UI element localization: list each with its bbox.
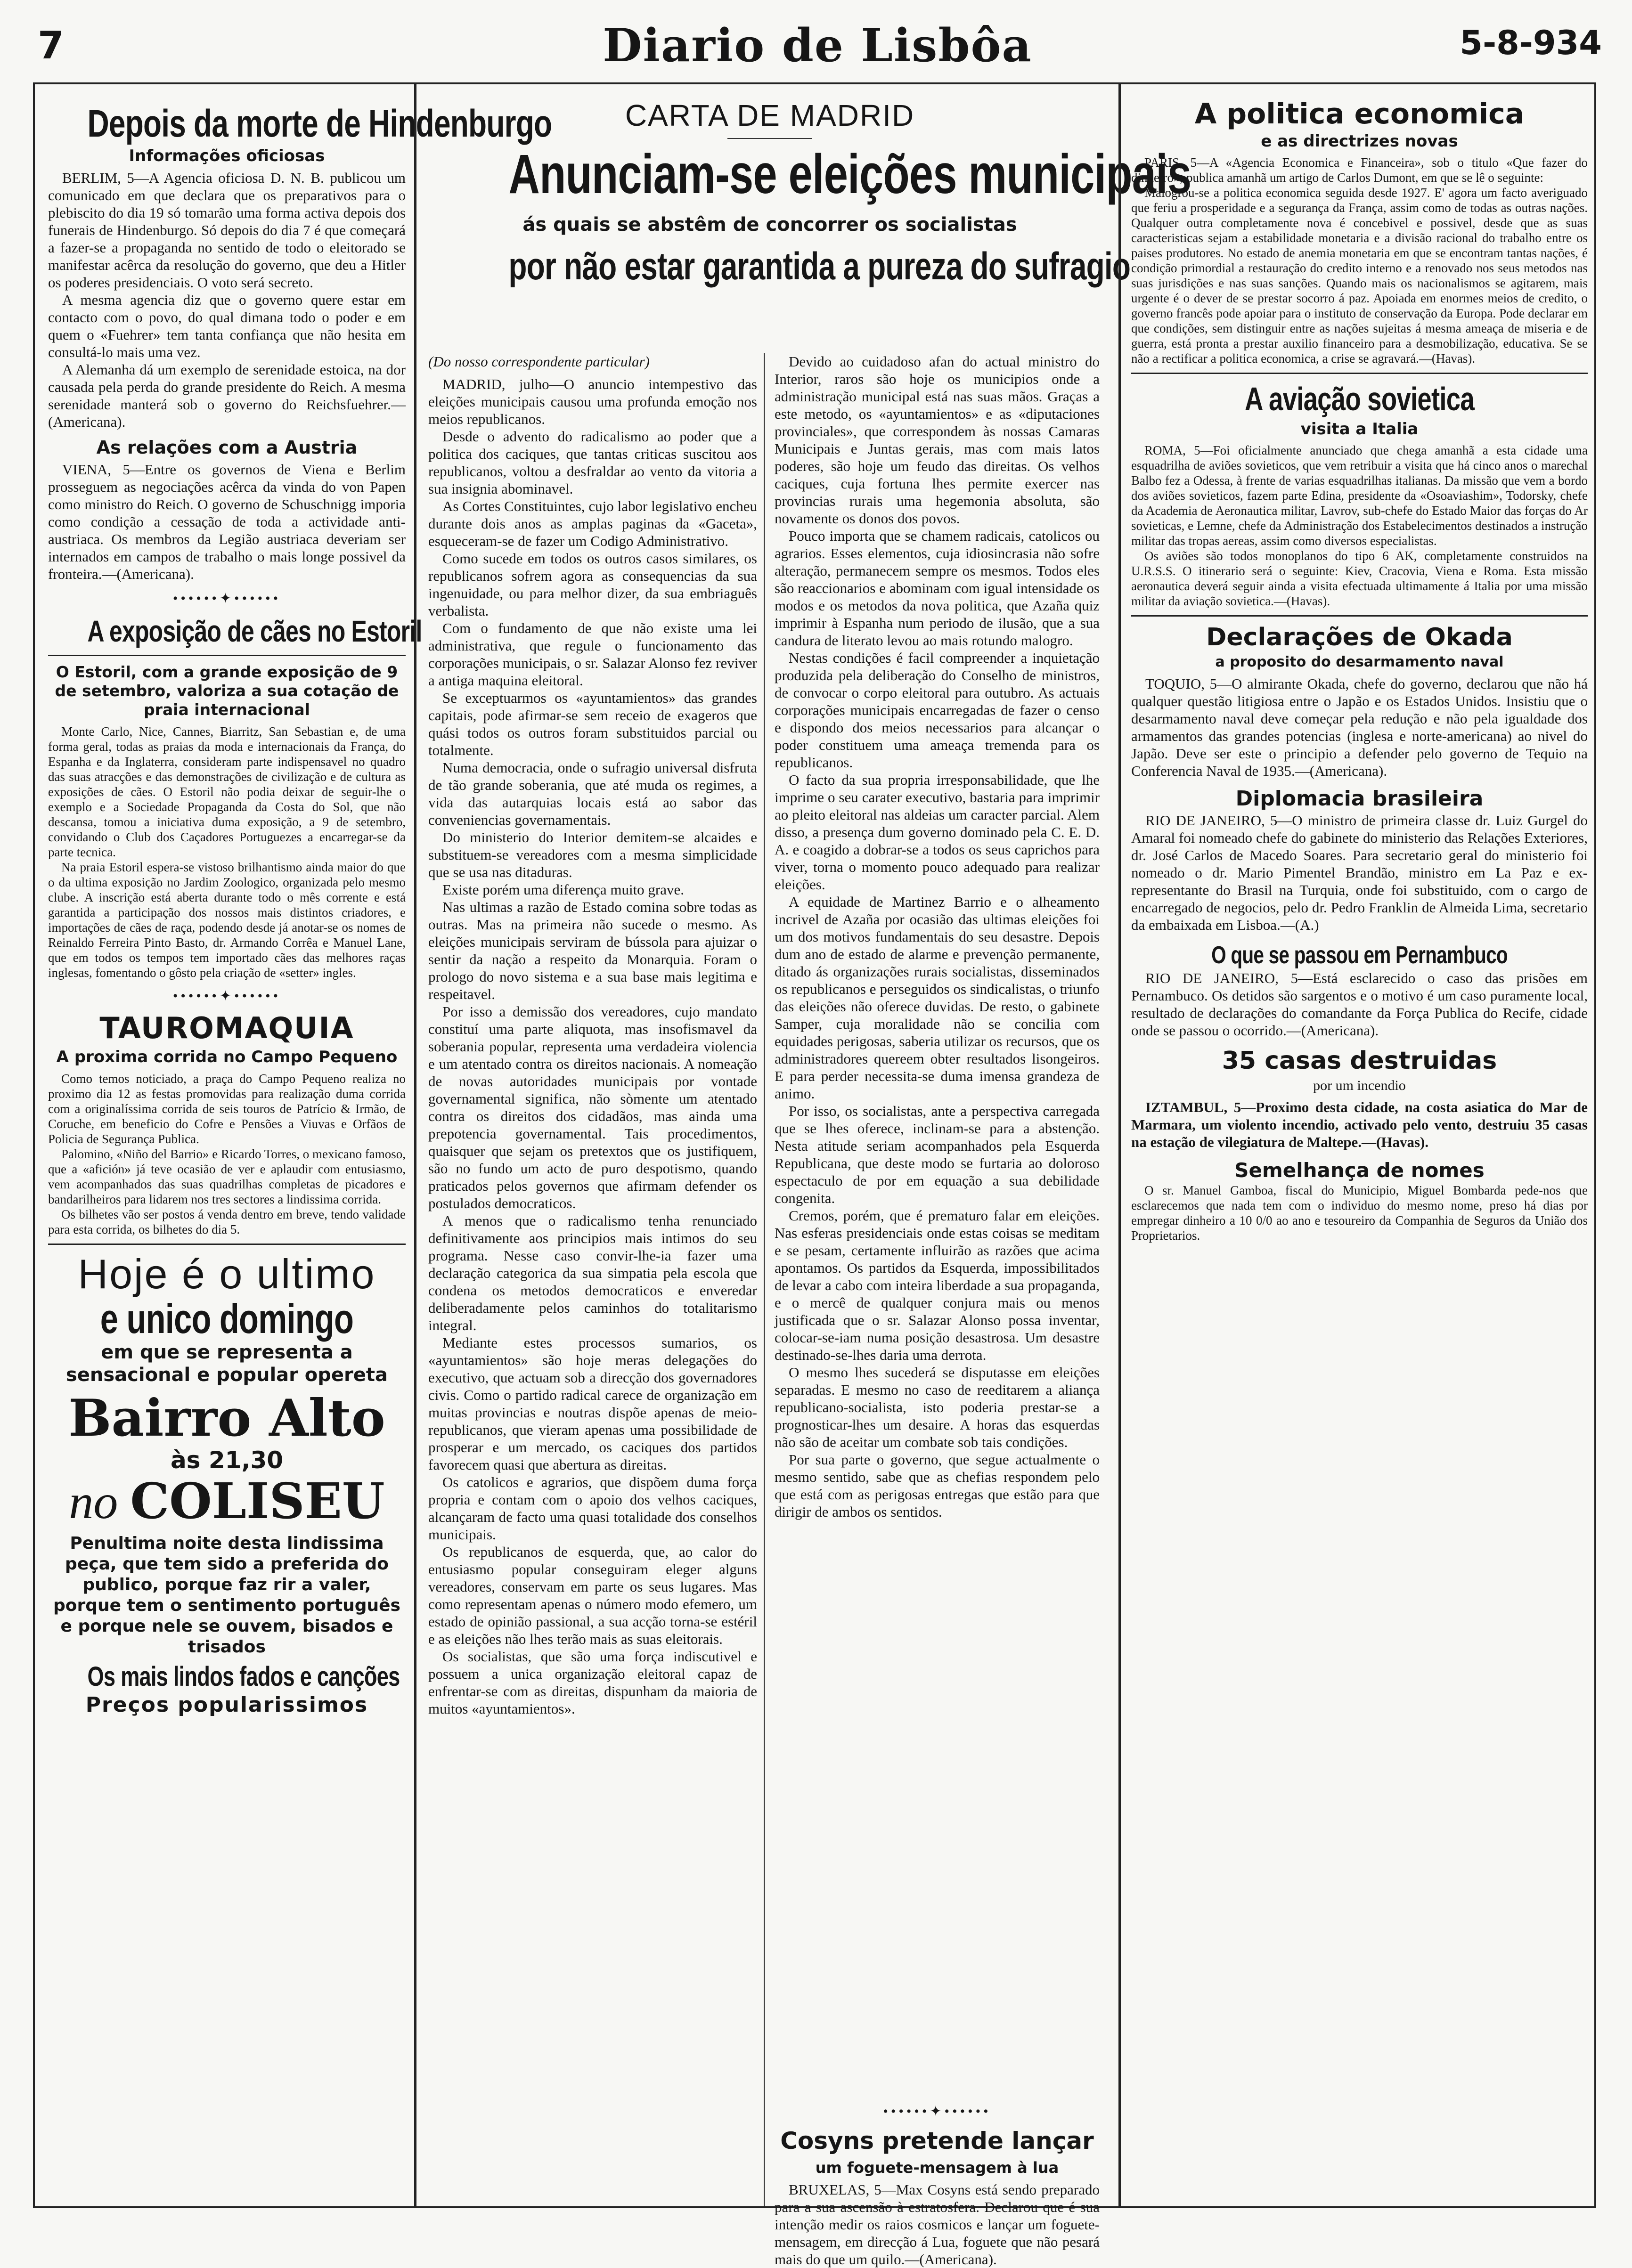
article-paragraph: Cremos, porém, que é prematuro falar em eleições. Nas esferas presidenciais onde estas coisas se meditam e se pesam, certamente influirão as razões que acima apontamos. Os partidos da Esquerda, impossibilitados de levar a cabo com inteira liberdade a sua propaganda, e o mercê de qualquer conjura mais ou menos justificada que o sr. Salazar Alonso possa inventar, colocar-se-iam numa posição desastrosa. Um desastre destinado-se-lhes daria uma derrota. — [775, 1207, 1100, 1363]
article-paragraph: A equidade de Martinez Barrio e o alheamento incrivel de Azaña por ocasião das ultimas eleições foi um dos motivos fundamentais do seu desastre. Depois dum ano de estado de alarme e prevenção permanente, ditado ás organizações rurais socialistas, disseminados os republicanos e perseguidos os sindicalistas, o triunfo das eleições não oferece duvidas. De resto, o gabinete Samper, cuja moralidade não se concilia com equidades perigosas, saberia utilizar os recursos, que os administradores quereem obter resultados lisongeiros. E para perder necessita-se duma imensa grandeza de animo. — [775, 894, 1100, 1102]
ad-line: em que se representa a sensacional e popular opereta — [65, 1341, 388, 1386]
issue-date: 5-8-934 — [1460, 24, 1602, 62]
names-headline: Semelhança de nomes — [1234, 1159, 1485, 1182]
masthead: Diario de Lisbôa — [603, 19, 1032, 72]
hindenburg-subhead: Informações oficiosas — [129, 146, 325, 165]
ad-time: às 21,30 — [170, 1447, 284, 1474]
divider — [1131, 373, 1588, 374]
ad-line: Preços popularissimos — [85, 1693, 368, 1717]
article-paragraph: Os socialistas, que são uma força indiscutivel e possuem a unica organização eleitoral capaz de enfrentar-se com as direitas, dispunham da maioria de muitos «ayuntamientos». — [428, 1648, 757, 1717]
divider — [48, 1244, 406, 1245]
article-paragraph: Devido ao cuidadoso afan do actual ministro do Interior, raros são hoje os municipios onde a administração municipal está nas suas mãos. Graças a este metodo, os «ayuntamientos» e as «diputaciones provinciales», que correspondem às nossas Camaras Municipais e Juntas gerais, mas com mais latos poderes, são hoje um feudo das direitas. Os velhos caciques, cuja fortuna lhes permite exercer nas provincias rurais uma hegemonia absoluta, são novamente os donos dos povos. — [775, 353, 1100, 527]
dog-show-subhead: O Estoril, com a grande exposição de 9 de setembro, valoriza a sua cotação de praia internacional — [55, 663, 399, 719]
aviation-headline: A aviação sovietica — [1245, 381, 1474, 417]
ad-venue-prefix: no — [69, 1475, 118, 1529]
article-paragraph: Por isso a demissão dos vereadores, cujo mandato constituí uma parte aliquota, mas insofismavel da soberania popular, representa uma verdadeira violencia e um atentado contra os direitos nacionais. A nomeação de novas autoridades municipais por vontade governamental significa, não sòmente um atentado contra os direitos dos cidadãos, mas ainda uma prepotencia governamental. Tais procedimentos, quaisquer que sejam os pretextos que os justifiquem, são no fundo um acto de puro despotismo, quando praticados pelos governos que afirmam defender os postulados democraticos. — [428, 1003, 757, 1211]
aviation-subhead: visita a Italia — [1300, 420, 1419, 439]
byline: (Do nosso correspondente particular) — [428, 353, 650, 370]
article-paragraph: Desde o advento do radicalismo ao poder que a politica dos caciques, que tantas criticas suscitou aos republicanos, voltou a desfraldar ao vento da vitoria a sua insignia abominavel. — [428, 428, 757, 497]
newspaper-frame — [33, 82, 1596, 2268]
ad-line: Penultima noite desta lindissima peça, que tem sido a preferida do publico, porque faz rir a valer, porque tem o sentimento português e porque nele se ouvem, bisados e trisados — [53, 1534, 400, 1657]
article-paragraph: Os republicanos de esquerda, que, ao calor do entusiasmo popular conseguiram eleger alguns vereadores, conservam em parte os seus lugares. Mas como representam apenas o número modo efemero, um estado de opinião passional, a sua acção torna-se estéril e as eleições não lhes terão mais as suas eleitorais. — [428, 1544, 757, 1647]
diplomacy-headline: Diplomacia brasileira — [1235, 787, 1484, 811]
dog-show-headline: A exposição de cães no Estoril — [87, 614, 422, 648]
coliseu-advertisement — [48, 1252, 406, 1718]
hindenburg-headline: Depois da morte de Hindenburgo — [87, 102, 552, 145]
divider — [1131, 615, 1588, 617]
article-paragraph: Os catolicos e agrarios, que dispõem duma força propria e contam com o apoio dos velhos caciques, alcançaram de facto uma quasi totalidade dos conselhos municipais. — [428, 1474, 757, 1543]
ad-venue: COLISEU — [130, 1472, 385, 1530]
article-paragraph: A menos que o radicalismo tenha renunciado definitivamente aos principios mais intimos do seu programa. Nesse caso convir-lhe-ia fazer uma declaração categorica da sua simpatia pela escola que condena os metodos democraticos e enveredar deliberadamente pelos caminhos do totalitarismo integral. — [428, 1212, 757, 1333]
article-paragraph: Nas ultimas a razão de Estado comina sobre todas as outras. Mas na primeira não sucede o mesmo. As eleições municipais serviram de bússola para ajuizar o sentir da nação a respeito da Monarquia. Foram o prologo do novo sistema e a sua base mais legitima e respeitavel. — [428, 899, 757, 1002]
center-column — [428, 84, 1191, 2268]
austria-paragraph: VIENA, 5—Entre os governos de Viena e Berlim prosseguem as negociações acêrca da vinda do von Papen como ministro do Reich. O governo de Schuschnigg imporia como condição a cessação de toda a actividade anti-austriaca. Os membros da Legião austriaca deveriam ser internados em campos de trabalho o mais longe possivel da fronteira.—(Americana). — [48, 461, 406, 582]
article-paragraph: MADRID, julho—O anuncio intempestivo das eleições municipais causou uma profunda emoção nos meios republicanos. — [428, 376, 757, 427]
okada-headline: Declarações de Okada — [1206, 623, 1513, 651]
article-paragraph: Se exceptuarmos os «ayuntamientos» das grandes capitais, pode afirmar-se sem receio de exageros que quási todos os outros foram substituidos parcial ou totalmente. — [428, 690, 757, 758]
cosyns-paragraph: BRUXELAS, 5—Max Cosyns está sendo preparado para a sua ascensão à estratosfera. Declarou que é sua intenção medir os raios cosmicos e lançar um foguete-mensagem, em direcção á Lua, foguete que não pesará mais do que um quilo.—(Americana). — [775, 2181, 1100, 2268]
article-paragraph: Mediante estes processos sumarios, os «ayuntamientos» são hoje meras delegações do executivo, que actuam sob a direcção dos governadores civis. Como o partido radical carece de organização em muitas provincias e noutras dispõe apenas de meio-republicanos, que vieram apenas uma possibilidade de prosperar e um mercado, os caciques dos partidos favorecem quasi que abertura as direitas. — [428, 1334, 757, 1473]
okada-subhead: a proposito do desarmamento naval — [1215, 654, 1504, 670]
main-deck: ás quais se abstêm de concorrer os socialistas — [522, 214, 1017, 236]
article-column-a — [428, 353, 765, 2206]
cosyns-subhead: um foguete-mensagem à lua — [815, 2159, 1059, 2177]
article-paragraph: Pouco importa que se chamem radicais, catolicos ou agrarios. Esses elementos, cuja idiosincrasia não sofre alteração, permanecem sempre os mesmos. Todos eles são reaccionarios e abominam com igual intensidade os modos e os metodos da nova politica, que Azaña quiz imprimir à Espanha num periodo de ilusão, que a sua candura de literato levou ao mais rotundo malogro. — [775, 528, 1100, 649]
article-paragraph: O facto da sua propria irresponsabilidade, que lhe imprime o seu carater executivo, bastaria para imprimir ao pleito eleitoral nas aldeias um caracter parcial. Alem disso, a presença dum governo dominado pela C. E. D. A. e coagido a dobrar-se a todos os seus caprichos para viver, torna o momento pouco adequado para realizar eleições. — [775, 772, 1100, 893]
pernambuco-paragraph: RIO DE JANEIRO, 5—Está esclarecido o caso das prisões em Pernambuco. Os detidos são sargentos e o motivo é um caso puramente local, resultado de declarações do comandante da Força Publica do Recife, cidade onde se passou o ocorrido.—(Americana). — [1131, 970, 1588, 1039]
ad-line: Hoje é o ultimo — [78, 1251, 376, 1297]
austria-headline: As relações com a Austria — [96, 437, 358, 458]
ad-show-title: Bairro Alto — [68, 1389, 385, 1448]
bullfight-paragraph: Os bilhetes vão ser postos á venda dentro em breve, tendo validade para esta corrida, os bilhetes do dia 5. — [48, 1207, 406, 1236]
names-paragraph: O sr. Manuel Gamboa, fiscal do Municipio, Miguel Bombarda pede-nos que esclarecemos que nada tem com o individuo do mesmo nome, preso há dias por empregar dinheiro a 10 0/0 ao ano e tesoureiro da Companhia de Seguros da União dos Proprietarios. — [1131, 1183, 1588, 1243]
bullfight-paragraph: Como temos noticiado, a praça do Campo Pequeno realiza no proximo dia 12 as festas promovidas para realização duma corrida com a originalíssima corrida de seis touros de Patrício & Irmão, de Coruche, em beneficio do Cofre e Pensões a Viuvas e Orfãos de Policia de Segurança Publica. — [48, 1072, 406, 1146]
fire-subhead: por um incendio — [1313, 1078, 1406, 1093]
diplomacy-paragraph: RIO DE JANEIRO, 5—O ministro de primeira classe dr. Luiz Gurgel do Amaral foi nomeado chefe do gabinete do ministerio das Relações Exteriores, dr. José Carlos de Macedo Soares. Para secretario geral do ministerio foi nomeado o dr. Mario Pimentel Brandão, ministro em La Paz e ex-representante do Brasil na Turquia, onde foi substituido, com o cargo de encarregado de negocios, pelo dr. Pedro Franklin de Almeida Lima, secretario da embaixada em Lisboa.—(A.) — [1131, 812, 1588, 933]
economy-paragraph: PARIS, 5—A «Agencia Economica e Financeira», sob o titulo «Que fazer do dinheiro», publica amanhã um artigo de Carlos Dumont, em que se lê o seguinte: — [1131, 155, 1588, 185]
article-paragraph: Nestas condições é facil compreender a inquietação produzida pela deliberação do Conselho de ministros, de convocar o corpo eleitoral para outubro. As actuais corporações municipais encarregadas de fazer o censo e dispondo dos meios necessarios para alcançar o poder constituem uma ameaça tremenda para os republicanos. — [775, 650, 1100, 771]
page-header — [33, 19, 1602, 71]
economy-paragraph: Malogrou-se a politica economica seguida desde 1927. E' agora um facto averiguado que feriu a prosperidade e a segurança da França, assim como de todas as outras nações. Qualquer outra completamente nova é concebivel e possivel, desde que as suas caracteristicas sejam a estabilidade monetaria e a divisão racional do trabalho entre os paises produtores. No estado de anemia monetaria em que se encontram tantas nações, é condição primordial a restauração do credito interno e a renovado nos seus metodos nas suas jurisdições e nas suas sanções. Quando mais os nacionalismos se agitarem, mais urgente é o dever de se prestar socorro á paz. Apoiada em enormes meios de credito, o governo francês pode apoiar para o instituto de conservação da Europa. Pode declarar em que condições, sem distinguir entre as nações sujeitas á mesma ameaça de miseria e de guerra, está pronta a prestar auxilio financeiro para a desmobilização, educativa. Se se não a rectificar a politica economica, a crise se agravará.—(Havas). — [1131, 186, 1588, 366]
article-paragraph: Por isso, os socialistas, ante a perspectiva carregada que se lhes oferece, inclinam-se para a abstenção. Nesta atitude seriam acompanhados pela Esquerda Republicana, que deste modo se furtaria ao doloroso espectaculo de por em equação a sua debilidade congenita. — [775, 1103, 1100, 1206]
fire-paragraph: IZTAMBUL, 5—Proximo desta cidade, na costa asiatica do Mar de Marmara, um violento incendio, activado pelo vento, destruiu 35 casas na estação de vilegiatura de Maltepe.—(Havas). — [1131, 1099, 1588, 1150]
bullfight-headline: TAUROMAQUIA — [99, 1011, 354, 1045]
hindenburg-paragraph: BERLIM, 5—A Agencia oficiosa D. N. B. publicou um comunicado em que declara que os preparativos para o plebiscito do dia 19 só tomarão uma forma activa depois dos funerais de Hindenburgo. Só depois do dia 7 é que começará a fazer-se a propaganda no sentido de todo o eleitorado se manifestar acêrca da resolução do governo, que deu a Hitler os poderes presidenciais. O voto será secreto. — [48, 170, 406, 291]
economy-headline: A politica economica — [1194, 98, 1525, 130]
bullfight-subhead: A proxima corrida no Campo Pequeno — [56, 1048, 398, 1066]
article-paragraph: O mesmo lhes sucederá se disputasse em eleições separadas. E mesmo no caso de reeditarem a aliança republicano-socialista, isto poderia prestar-se a prognosticar-lhes um desaire. A horas das esquerdas não são de aceitar um combate sob tais condições. — [775, 1364, 1100, 1450]
article-paragraph: Existe porém uma diferença muito grave. — [442, 881, 685, 898]
article-paragraph: As Cortes Constituintes, cujo labor legislativo encheu durante dois anos as amplas paginas da «Gaceta», esqueceram-se de fazer um Codigo Administrativo. — [428, 498, 757, 549]
kicker: CARTA DE MADRID — [625, 98, 915, 132]
main-headline: Anunciam-se eleições municipais — [508, 143, 1191, 205]
pernambuco-headline: O que se passou em Pernambuco — [1211, 942, 1508, 969]
ornament-divider: ••••••✦•••••• — [172, 988, 281, 1004]
article-paragraph: Com o fundamento de que não existe uma lei administrativa, que regule o funcionamento das corporações municipais, o sr. Salazar Alonso fez reviver a antiga maquina eleitoral. — [428, 620, 757, 689]
bullfight-paragraph: Palomino, «Niño del Barrio» e Ricardo Torres, o mexicano famoso, que a «afición» já teve ocasião de ver e aplaudir com entusiasmo, vem acompanhados das suas quadrilhas completas de picadores e bandarilheiros para lidarem nos tres sectores a lindissima corrida. — [48, 1147, 406, 1206]
ornament-divider: ••••••✦•••••• — [883, 2104, 991, 2119]
ad-line: e unico domingo — [100, 1295, 354, 1342]
ad-line: Os mais lindos fados e canções — [87, 1661, 400, 1692]
aviation-paragraph: ROMA, 5—Foi oficialmente anunciado que chega amanhã a esta cidade uma esquadrilha de aviões sovieticos, que vem retribuir a visita que há cinco anos o marechal Balbo fez a Odessa, à frente de varias esquadrilhas italianas. Da missão que vem a bordo dos aviões sovieticos, fazem parte Edina, presidente da «Osoaviashim», Todorsky, chefe da Academia de Aeronautica militar, Lavrov, sub-chefe do Estado Maior das forças do Ar sovieticas, e Lemne, chefe da Administração dos Estabelecimentos destinados a instrução militar das tropas aereas, assim como diversos especialistas. — [1131, 443, 1588, 548]
fire-headline: 35 casas destruidas — [1222, 1047, 1497, 1075]
article-paragraph: Por sua parte o governo, que segue actualmente o mesmo sentido, sabe que as chefias respondem pelo que está com as perigosas entregas que estão para que dirigir de ambos os sentidos. — [775, 1451, 1100, 1520]
dog-show-paragraph: Na praia Estoril espera-se vistoso brilhantismo ainda maior do que o da ultima exposição no Jardim Zoologico, organizada pelo mesmo clube. A inscrição está aberta durante todo o mês corrente e está garantida a participação dos nossos mais distintos criadores, e importações de cães de raça, podendo desde já anotar-se os nomes de Reinaldo Ferreira Pinto Basto, dr. Armando Corrêa e Manuel Lane, que em todos os tempos tem importado cães das melhores raças inglesas, fomentando o gôsto pela criação de «setter» ingles. — [48, 860, 406, 980]
page-number: 7 — [38, 24, 64, 67]
okada-paragraph: TOQUIO, 5—O almirante Okada, chefe do governo, declarou que não há qualquer questão litigiosa entre o Japão e os Estados Unidos. Insistiu que o desarmamento naval deve começar pela redução e não pela igualdade dos armamentos das grandes potencias (inglesa e norte-americana) ao nivel do Japão. Deve ser este o principio a defender pelo governo de Tequio na Conferencia Naval de 1935.—(Americana). — [1131, 675, 1588, 779]
dog-show-paragraph: Monte Carlo, Nice, Cannes, Biarritz, San Sebastian e, de uma forma geral, todas as praias da moda e internacionais da França, do Espanha e da Inglaterra, consideram parte indispensavel no quadro das suas atracções e das demonstrações de civilização e de cultura as exposições de cães. O Estoril não podia deixar de seguir-lhe o exemplo e a Sociedade Propaganda da Costa do Sol, que não descansa, tomou a iniciativa duma exposição, a 9 de setembro, convidando o Club dos Caçadores Portuguezes a encarregar-se da parte tecnica. — [48, 724, 406, 859]
ornament-divider: ••••••✦•••••• — [172, 591, 281, 606]
right-column — [1118, 84, 1594, 2206]
article-paragraph: Como sucede em todos os outros casos similares, os republicanos sofrem agora as consequencias da sua ingenuidade, ou para melhor dizer, da sua embriaguês verbalista. — [428, 550, 757, 619]
economy-subhead: e as directrizes novas — [1261, 132, 1458, 151]
cosyns-headline: Cosyns pretende lançar — [780, 2127, 1094, 2154]
article-paragraph: Do ministerio do Interior demitem-se alcaides e substituem-se vereadores com a mesma simplicidade que se usa nas ditaduras. — [428, 829, 757, 880]
hindenburg-paragraph: A mesma agencia diz que o governo quere estar em contacto com o povo, do qual dimana todo o poder e em quem o «Fuehrer» tem tanta confiança que não hesita em consultá-lo mais uma vez. — [48, 292, 406, 360]
divider — [727, 138, 812, 139]
article-column-b — [775, 353, 1100, 2268]
article-paragraph: Numa democracia, onde o sufragio universal disfruta de tão grande soberania, que até muda os regimes, a vida das autarquias locais está ao sabor das conveniencias governamentais. — [428, 759, 757, 828]
divider — [48, 655, 406, 656]
main-headline-2: por não estar garantida a pureza do sufragio — [508, 245, 1131, 288]
hindenburg-paragraph: A Alemanha dá um exemplo de serenidade estoica, na dor causada pela perda do grande presidente do Reich. A mesma serenidade manterá sob o governo do Reichsfuehrer.—(Americana). — [48, 361, 406, 430]
aviation-paragraph: Os aviões são todos monoplanos do tipo 6 AK, completamente construidos na U.R.S.S. O itinerario será o seguinte: Kiev, Cracovia, Viena e Roma. Esta missão aeronautica deverá seguir ainda a visita efectuada ultimamente á Italia por uma missão militar da aviação sovietica.—(Havas). — [1131, 549, 1588, 608]
